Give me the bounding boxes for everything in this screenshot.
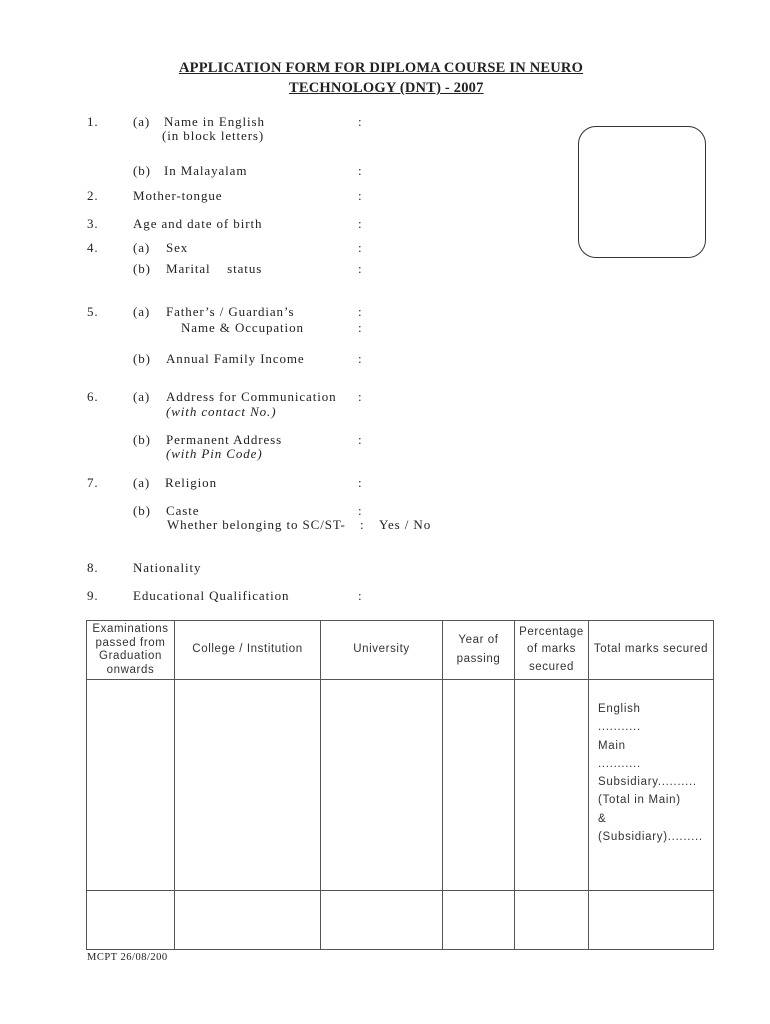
table-row: [87, 891, 714, 950]
block-letters-note: (in block letters): [162, 128, 265, 143]
colon: :: [358, 216, 363, 231]
year-cell[interactable]: [443, 680, 515, 891]
totals-subsidiary-total: (Subsidiary).........: [598, 831, 703, 844]
colon: :: [358, 320, 363, 335]
colon: :: [358, 240, 363, 255]
name-occupation-label: Name & Occupation: [181, 320, 304, 335]
totals-total-in-main: (Total in Main): [598, 794, 681, 807]
percentage-cell[interactable]: [515, 680, 589, 891]
item-number-3: 3.: [87, 216, 99, 231]
item-number-7: 7.: [87, 475, 99, 490]
item-7a-tag: (a): [133, 475, 151, 490]
footer-code: MCPT 26/08/200: [87, 952, 168, 963]
header-college-institution: College / Institution: [175, 621, 321, 680]
total-marks-cell[interactable]: [589, 680, 714, 891]
father-guardian-label: Father’s / Guardian’s: [166, 304, 295, 319]
colon: :: [358, 475, 363, 490]
table-header-row: [87, 621, 714, 680]
educational-qualification-label: Educational Qualification: [133, 588, 290, 603]
education-table: [86, 620, 714, 950]
item-7b-tag: (b): [133, 503, 151, 518]
photo-box: [578, 126, 706, 258]
form-title-line1: APPLICATION FORM FOR DIPLOMA COURSE IN NEURO: [179, 60, 584, 76]
item-5b-tag: (b): [133, 351, 151, 366]
annual-family-income-label: Annual Family Income: [166, 351, 305, 366]
university-cell[interactable]: [321, 680, 443, 891]
exam-cell[interactable]: [87, 891, 175, 950]
totals-dots-1: ...........: [598, 721, 641, 734]
name-in-english-label: Name in English: [164, 114, 265, 129]
mother-tongue-label: Mother-tongue: [133, 188, 223, 203]
permanent-address-label: Permanent Address: [166, 432, 283, 447]
item-number-9: 9.: [87, 588, 99, 603]
item-6a-tag: (a): [133, 389, 151, 404]
pin-code-note: (with Pin Code): [166, 446, 263, 461]
colon: :: [358, 432, 363, 447]
colon: :: [358, 588, 363, 603]
colon: :: [358, 261, 363, 276]
item-1a-tag: (a): [133, 114, 151, 129]
colon: :: [358, 304, 363, 319]
item-6b-tag: (b): [133, 432, 151, 447]
sex-label: Sex: [166, 240, 189, 255]
colon: :: [358, 163, 363, 178]
item-1b-tag: (b): [133, 163, 151, 178]
totals-main: Main: [598, 739, 626, 752]
total-marks-cell[interactable]: [589, 891, 714, 950]
university-cell[interactable]: [321, 891, 443, 950]
totals-dots-2: ...........: [598, 757, 641, 770]
colon: :: [358, 114, 363, 129]
colon: :: [358, 188, 363, 203]
item-4b-tag: (b): [133, 261, 151, 276]
yes-no-option: Yes / No: [379, 517, 432, 532]
header-university: University: [321, 621, 443, 680]
item-number-6: 6.: [87, 389, 99, 404]
header-total-marks: Total marks secured: [589, 621, 714, 680]
colon: :: [360, 517, 365, 532]
totals-english: English: [598, 703, 641, 715]
totals-subsidiary: Subsidiary..........: [598, 776, 697, 789]
college-cell[interactable]: [175, 891, 321, 950]
colon: :: [358, 389, 363, 404]
item-number-4: 4.: [87, 240, 99, 255]
caste-label: Caste: [166, 503, 200, 518]
item-4a-tag: (a): [133, 240, 151, 255]
header-year-of-passing: Year of passing: [443, 621, 515, 680]
item-5a-tag: (a): [133, 304, 151, 319]
percentage-cell[interactable]: [515, 891, 589, 950]
year-cell[interactable]: [443, 891, 515, 950]
colon: :: [358, 503, 363, 518]
in-malayalam-label: In Malayalam: [164, 163, 248, 178]
marital-status-label: Marital status: [166, 261, 263, 276]
form-title-line2: TECHNOLOGY (DNT) - 2007: [289, 80, 484, 96]
age-dob-label: Age and date of birth: [133, 216, 263, 231]
address-communication-label: Address for Communication: [166, 389, 337, 404]
contact-no-note: (with contact No.): [166, 404, 277, 419]
item-number-8: 8.: [87, 560, 99, 575]
nationality-label: Nationality: [133, 560, 202, 575]
header-percentage: Percentage of marks secured: [515, 621, 589, 680]
item-number-2: 2.: [87, 188, 99, 203]
religion-label: Religion: [165, 475, 217, 490]
college-cell[interactable]: [175, 680, 321, 891]
totals-ampersand: &: [598, 812, 607, 825]
item-number-1: 1.: [87, 114, 99, 129]
item-number-5: 5.: [87, 304, 99, 319]
sc-st-label: Whether belonging to SC/ST-: [167, 517, 346, 532]
header-examinations: Examinations passed from Graduation onwards: [87, 621, 175, 680]
table-row: [87, 680, 714, 891]
colon: :: [358, 351, 363, 366]
exam-cell[interactable]: [87, 680, 175, 891]
